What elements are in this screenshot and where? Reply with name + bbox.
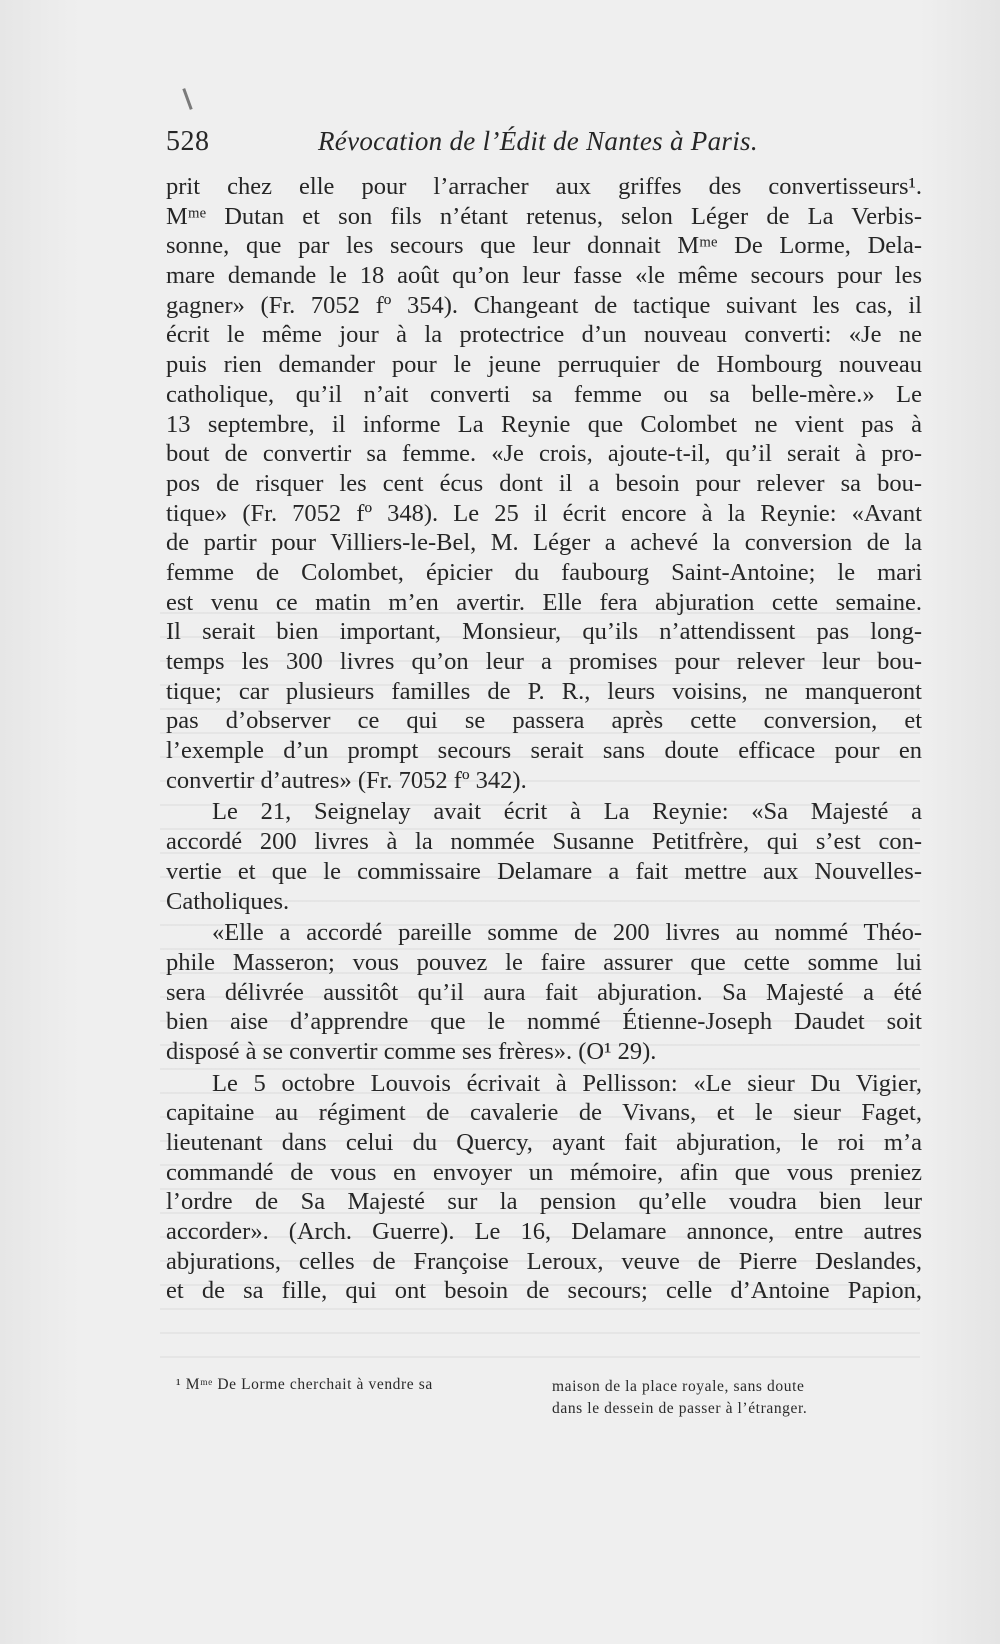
footnote-line: dans le dessein de passer à l’étranger. — [552, 1400, 808, 1417]
running-title: Révocation de l’Édit de Nantes à Paris. — [318, 126, 758, 156]
text-line: accorder». (Arch. Guerre). Le 16, Delamare annonce, entre autres — [166, 1218, 922, 1246]
text-line: 13 septembre, il informe La Reynie que Colombet ne vient pas à — [166, 410, 922, 438]
body-text — [166, 172, 922, 1306]
text-line: puis rien demander pour le jeune perruquier de Hombourg nouveau — [166, 351, 922, 379]
text-line: convertir d’autres» (Fr. 7052 fº 342). — [166, 766, 527, 794]
text-line: Le 5 octobre Louvois écrivait à Pellisson: «Le sieur Du Vigier, — [212, 1069, 922, 1097]
text-line: commandé de vous en envoyer un mémoire, afin que vous preniez — [166, 1158, 922, 1186]
footnote-line: maison de la place royale, sans doute — [552, 1378, 805, 1395]
text-line: capitaine au régiment de cavalerie de Vivans, et le sieur Faget, — [166, 1099, 922, 1127]
text-line: mare demande le 18 août qu’on leur fasse «le même secours pour les — [166, 262, 922, 290]
text-line: écrit le même jour à la protectrice d’un nouveau converti: «Je ne — [166, 321, 922, 349]
running-header — [166, 126, 926, 162]
text-line: sonne, que par les secours que leur donnait Mᵐᵉ De Lorme, Dela- — [166, 232, 922, 260]
footnote-right — [552, 1376, 912, 1420]
text-line: vertie et que le commissaire Delamare a fait mettre aux Nouvelles- — [166, 857, 922, 885]
text-line: «Elle a accordé pareille somme de 200 livres au nommé Théo- — [212, 919, 922, 947]
text-line: disposé à se convertir comme ses frères». (O¹ 29). — [166, 1037, 657, 1065]
text-line: bien aise d’apprendre que le nommé Étienne-Joseph Daudet soit — [166, 1008, 922, 1036]
text-line: lieutenant dans celui du Quercy, ayant fait abjuration, le roi m’a — [166, 1129, 922, 1156]
text-line: et de sa fille, qui ont besoin de secours; celle d’Antoine Papion, — [166, 1277, 922, 1305]
text-line: l’ordre de Sa Majesté sur la pension qu’elle voudra bien leur — [166, 1188, 922, 1216]
text-line: pas d’observer ce qui se passera après cette conversion, et — [166, 707, 922, 735]
ink-mark — [182, 88, 192, 110]
text-line: est venu ce matin m’en avertir. Elle fera abjuration cette semaine. — [166, 588, 922, 616]
text-line: gagner» (Fr. 7052 fº 354). Changeant de tactique suivant les cas, il — [166, 291, 922, 319]
text-line: pos de risquer les cent écus dont il a besoin pour relever sa bou- — [166, 469, 922, 497]
text-line: de partir pour Villiers-le-Bel, M. Léger a achevé la conversion de la — [166, 529, 922, 557]
text-line: sera délivrée aussitôt qu’il aura fait abjuration. Sa Majesté a été — [166, 978, 922, 1006]
text-line: prit chez elle pour l’arracher aux griffes des convertisseurs¹. — [166, 173, 922, 200]
text-line: Catholiques. — [166, 887, 290, 915]
text-line: tique» (Fr. 7052 fº 348). Le 25 il écrit encore à la Reynie: «Avant — [166, 499, 922, 527]
text-line: femme de Colombet, épicier du faubourg Saint-Antoine; le mari — [166, 558, 922, 586]
text-line: accordé 200 livres à la nommée Susanne Petitfrère, qui s’est con- — [166, 828, 922, 856]
footnote-left: ¹ Mᵐᵉ De Lorme cherchait à vendre sa — [176, 1376, 433, 1393]
text-line: temps les 300 livres qu’on leur a promises pour relever leur bou- — [166, 648, 922, 675]
text-line: Il serait bien important, Monsieur, qu’ils n’attendissent pas long- — [166, 618, 922, 646]
text-line: l’exemple d’un prompt secours serait sans doute efficace pour en — [166, 737, 922, 765]
page-number: 528 — [166, 126, 210, 157]
text-line: phile Masseron; vous pouvez le faire assurer que cette somme lui — [166, 948, 922, 976]
text-line: abjurations, celles de Françoise Leroux, veuve de Pierre Deslandes, — [166, 1247, 922, 1275]
text-line: Mᵐᵉ Dutan et son fils n’étant retenus, selon Léger de La Verbis- — [166, 202, 922, 230]
text-line: tique; car plusieurs familles de P. R., leurs voisins, ne manqueront — [166, 677, 922, 705]
text-line: bout de convertir sa femme. «Je crois, ajoute-t-il, qu’il serait à pro- — [166, 440, 922, 468]
text-line: Le 21, Seignelay avait écrit à La Reynie: «Sa Majesté a — [212, 798, 922, 826]
text-line: catholique, qu’il n’ait converti sa femme ou sa belle-mère.» Le — [166, 380, 922, 408]
